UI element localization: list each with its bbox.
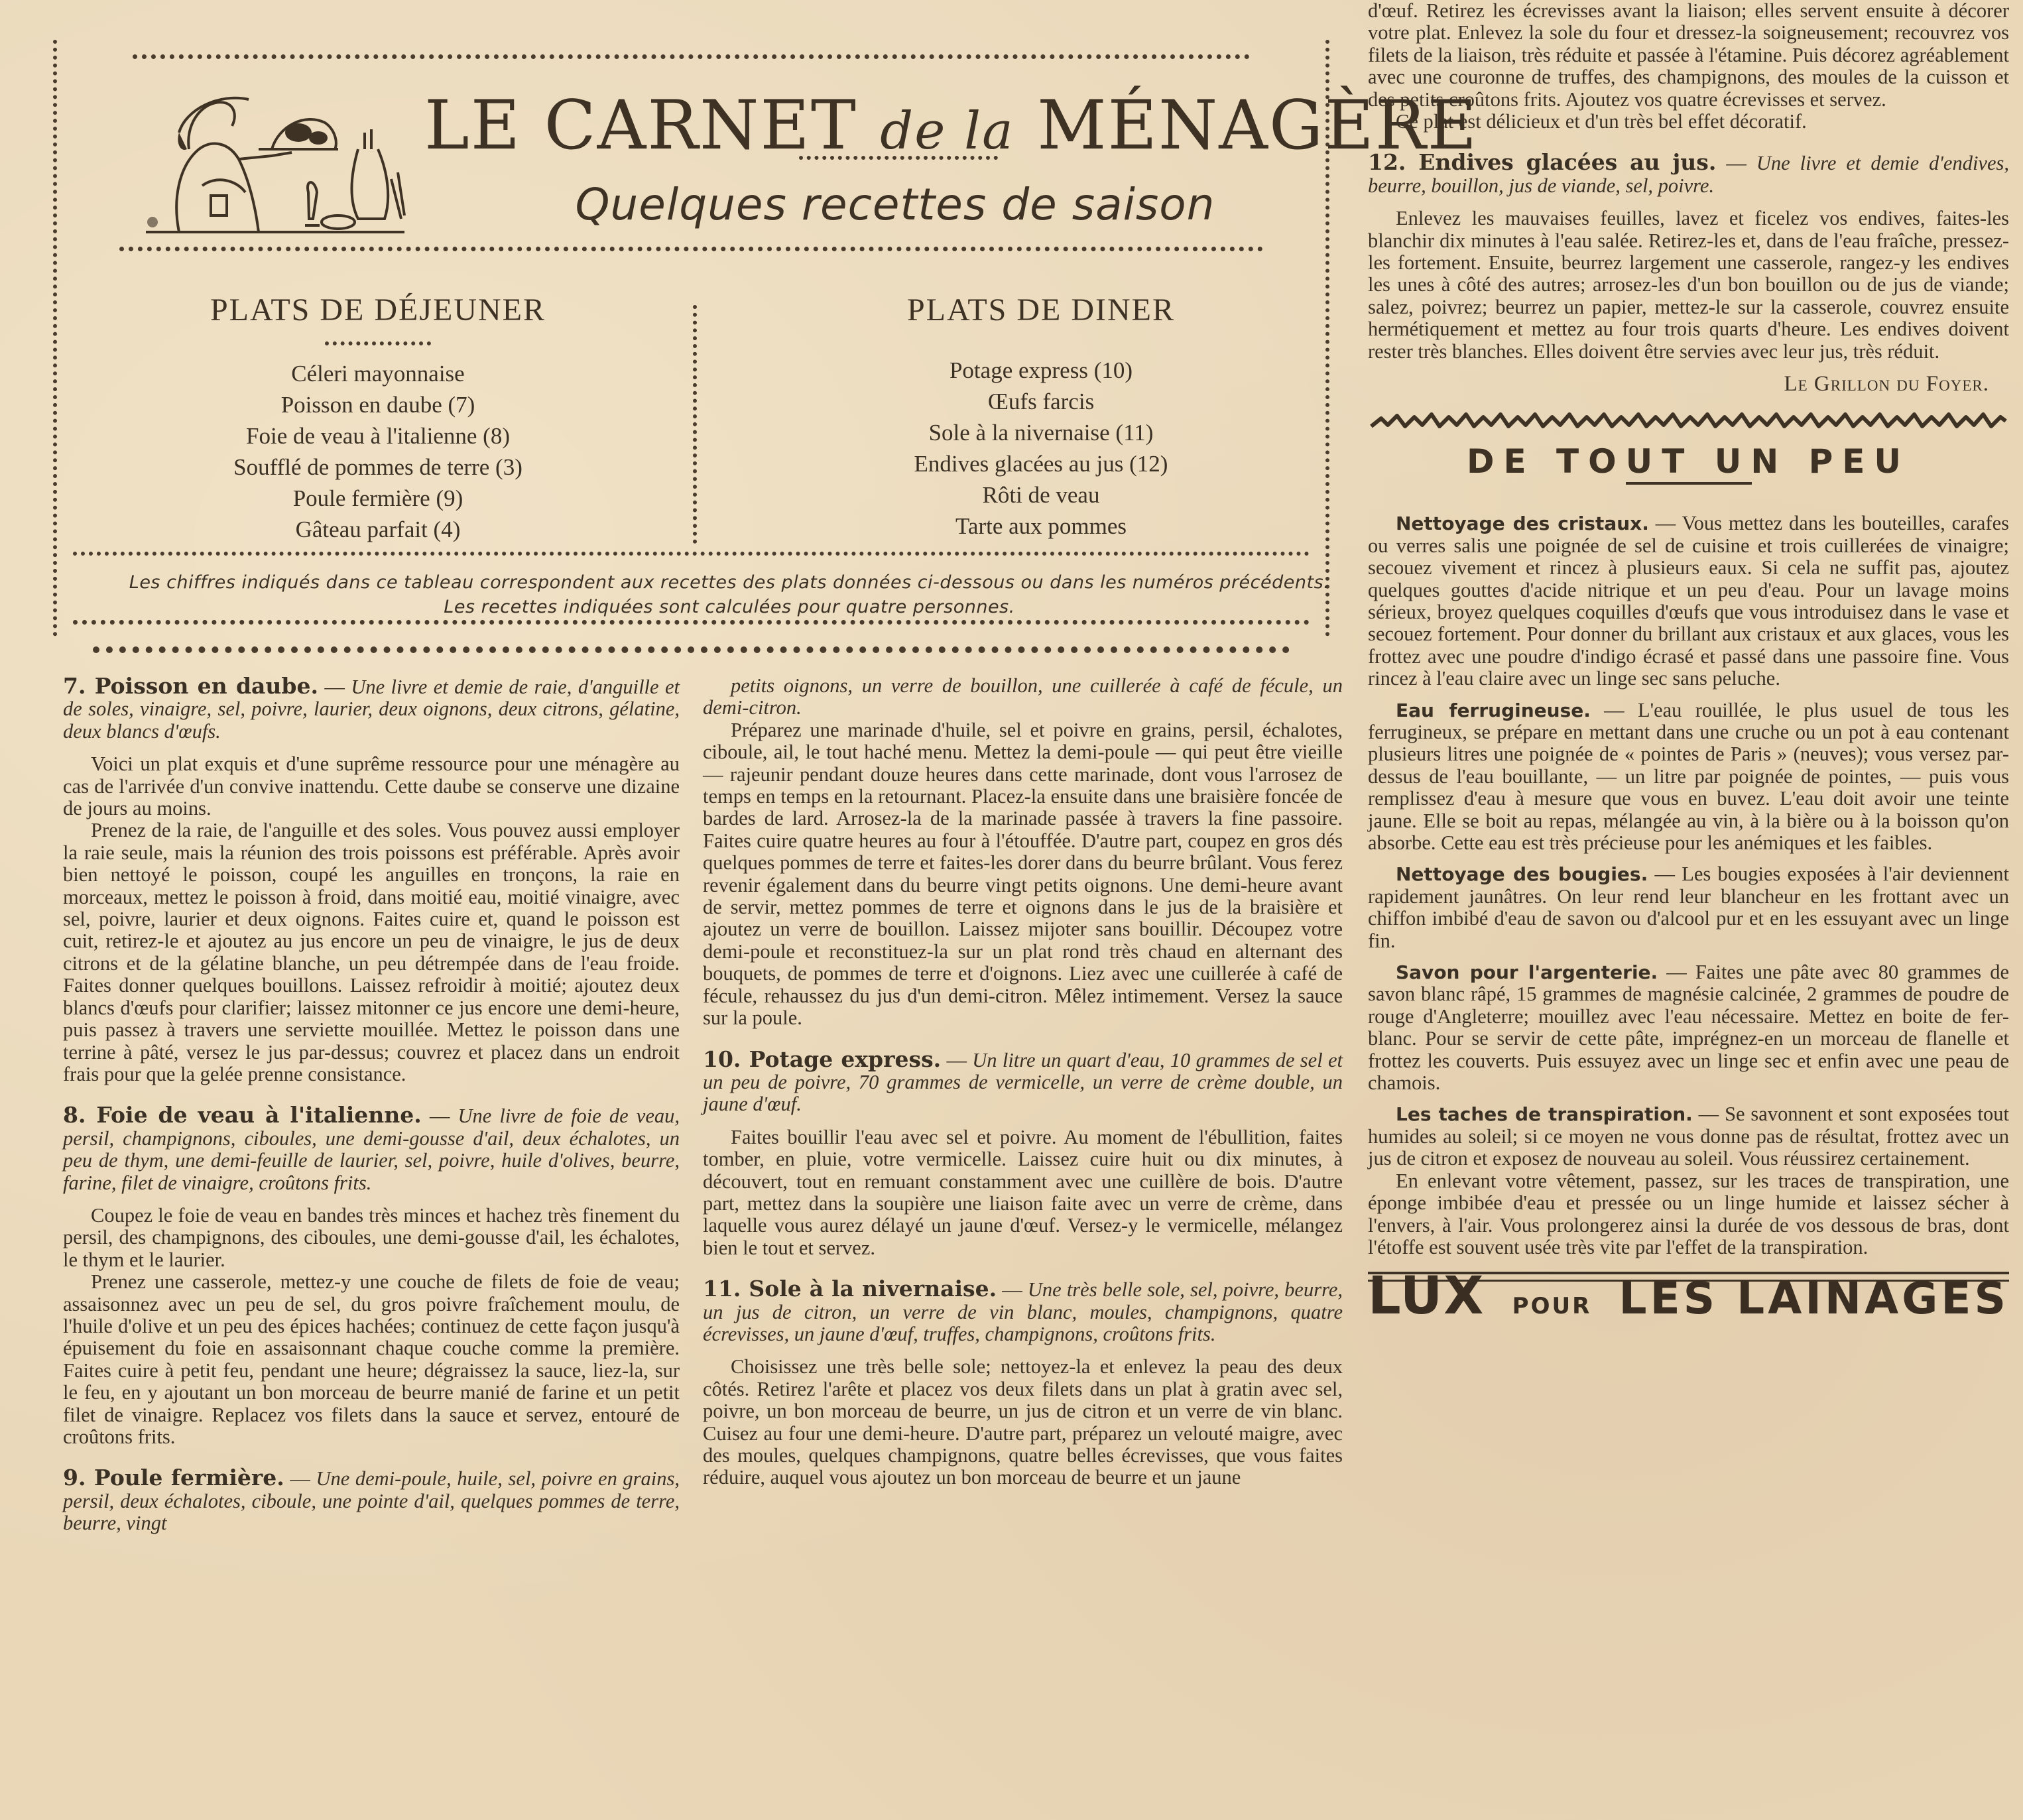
recipe-11 xyxy=(703,1278,1343,1489)
recipe-header xyxy=(63,1104,680,1194)
ad-tagline: LES LAINAGES xyxy=(1619,1273,2009,1325)
page-subtitle: Quelques recettes de saison xyxy=(575,179,1215,230)
dash: — xyxy=(941,1048,973,1071)
wavy-divider-icon xyxy=(1368,408,2009,434)
dash: — xyxy=(997,1278,1028,1302)
tip-text: Vous mettez dans les bouteilles, carafes ou verres salis une poignée de sel de cuisine et trois cuillerées de vinaigre; secouez vivement et rincez à plusieurs eaux. Si cela ne suffit pas, ajoutez quelques gouttes d'acide nitrique et un peu d'eau. Pour un lavage moins sérieux, broyez quelques coquilles d'œufs que vous introduisez dans le vase et secouez fortement. Pour donner du brillant aux cristaux et aux glaces, vous les frottez avec une poudre d'indigo écrasé et passé dans une passoire fine. Vous rincez à l'eau claire avec un linge sec sans peluche. xyxy=(1368,512,2009,690)
recipe-ingredients: petits oignons, un verre de bouillon, une cuillerée à café de fécule, un demi-citron. xyxy=(703,674,1343,719)
recipe-12 xyxy=(1368,151,2009,363)
dotted-border-top xyxy=(133,54,1250,59)
recipe-ingredients: Une livre de foie de veau, persil, champignons, ciboules, une demi-gousse d'ail, deux échalotes, un peu de thym, une demi-feuille de laurier, sel, poivre, huile d'olives, beurre, farine, filet de vinaigre, croûtons frits. xyxy=(63,1105,680,1194)
recipe-paragraph: Prenez de la raie, de l'anguille et des soles. Vous pouvez aussi employer la raie seule, mais la réunion des trois poissons est préférable. Après avoir bien nettoyé le poisson, coupé les anguilles en tronçons, la raie en morceaux, mettez le poisson à froid, dans moitié eau, moitié vinaigre, avec sel, poivre, laurier et deux oignons. Faites cuire et, quand le poisson est cuit, retirez-le et ajoutez au jus encore un peu de vinaigre, le jus de deux citrons et de la gélatine blanche, un peu détrempée dans de l'eau froide. Faites donner quelques bouillons. Laissez refroidir à moitié; ajoutez deux blancs d'œufs pour clarifier; laissez mitonner ce jus encore une demi-heure, puis passez à travers une serviette mouillée. Mettez le poisson dans une terrine à pâté, versez le jus par-dessus; couvrez et placez dans un endroit frais pour que la gelée prenne consistance. xyxy=(63,819,680,1085)
recipe-title: 12. Endives glacées au jus. xyxy=(1368,149,1717,176)
recipe-11-continued xyxy=(1368,0,2009,133)
column-right xyxy=(1368,0,2010,1327)
dotted-divider-note-bottom xyxy=(73,620,1310,625)
recipe-paragraph: Prenez une casserole, mettez-y une couche de filets de foie de veau; assaisonnez avec un peu de sel, du gros poivre fraîchement moulu, de l'huile d'olive et un peu des épices hachées; continuez de cette façon jusqu'à épuisement du foie en assaisonnant chaque couche comme la première. Faites cuire à petit feu, pendant une heure; dégraissez la sauce, liez-la, sur le feu, en y ajoutant un bon morceau de beurre manié de farine et un petit filet de vinaigre. Replacez vos filets dans la sauce et servez, entouré de croûtons frits. xyxy=(63,1270,680,1448)
tip-text: Les bougies exposées à l'air deviennent rapidement jaunâtres. On leur rend leur blancheur en les frottant avec un chiffon imbibé d'eau de savon ou d'alcool pur et en les essuyant avec un linge fin. xyxy=(1368,863,2010,952)
section-rule xyxy=(1626,482,1752,485)
dotted-border-bottom xyxy=(93,646,1290,653)
tip-title: Nettoyage des cristaux. xyxy=(1396,513,1649,535)
recipe-paragraph: Coupez le foie de veau en bandes très minces et hachez très finement du persil, des champignons, des ciboules, une demi-gousse d'ail, les échalotes, le thym et le laurier. xyxy=(63,1203,680,1271)
recipe-title: 10. Potage express. xyxy=(703,1046,942,1072)
recipe-paragraph: Préparez une marinade d'huile, sel et poivre en grains, persil, échalotes, ciboule, ail, le tout haché menu. Mettez la demi-poule — qui peut être vieille — rajeunir pendant douze heures dans cette marinade, dont vous l'arrosez de temps en temps en la retournant. Placez-la ensuite dans une braisière foncée de bardes de lard. Arrosez-la de la marinade passée à travers la fine passoire. Faites cuire quatre heures au four à l'étouffée. D'autre part, coupez en gros dés quelques pommes de terre et faites-les dorer dans du beurre brûlant. Vous ferez revenir également dans du beurre vingt petits oignons. Une demi-heure avant de servir, mettez pommes de terre et oignons dans le jus de la braisière et ajoutez un verre de bouillon. Laissez mijoter sans bouillir. Découpez votre demi-poule et reconstituez-la sur un plat rond très chaud en alternant des bouquets, de pommes de terre et d'oignons. Liez avec une cuillerée à café de fécule, rehaussez du jus d'un demi-citron. Mêlez intimement. Versez la sauce sur la poule. xyxy=(703,718,1343,1030)
tip-transpiration xyxy=(1368,1103,2009,1258)
menu-item: Gâteau parfait (4) xyxy=(295,516,461,542)
dotted-menu-column-divider xyxy=(693,305,697,544)
title-part-2: MÉNAGÈRE xyxy=(1014,86,1479,165)
dotted-border-left xyxy=(53,40,57,637)
tip-argenterie xyxy=(1368,961,2009,1094)
recipe-paragraph: Faites bouillir l'eau avec sel et poivre. Au moment de l'ébullition, faites tomber, en pluie, votre vermicelle. Laissez cuire huit ou dix minutes, à découvert, tout en remuant constamment avec une cuillère de bois. D'autre part, mettez dans la soupière une liaison faite avec un verre de crème, dans laquelle vous aurez délayé un jaune d'œuf. Versez-y le vermicelle, mélangez bien le tout et servez. xyxy=(703,1125,1343,1259)
dash: — xyxy=(421,1105,458,1128)
dash: — xyxy=(1716,152,1756,175)
dash: — xyxy=(1648,863,1682,886)
menu-item: Œufs farcis xyxy=(987,389,1095,414)
recipe-title: 9. Poule fermière. xyxy=(63,1465,284,1491)
menu-item: Tarte aux pommes xyxy=(955,513,1127,539)
recipe-header xyxy=(703,1048,1343,1116)
recipe-ingredients: Une très belle sole, sel, poivre, beurre, un jus de citron, un verre de vin blanc, moules, champignons, quatre écrevisses, un jaune d'œuf, truffes, champignons, croûtons frits. xyxy=(703,1278,1343,1345)
tip-eau-ferrugineuse xyxy=(1368,699,2009,855)
recipe-9-continued xyxy=(703,675,1343,1030)
section-title: DE TOUT UN PEU xyxy=(1466,442,1911,481)
recipe-header xyxy=(1368,151,2009,197)
menu-item: Poule fermière (9) xyxy=(292,485,463,511)
ad-pour: POUR xyxy=(1512,1293,1592,1320)
recipe-header xyxy=(63,675,680,743)
tip-paragraph: En enlevant votre vêtement, passez, sur les traces de transpiration, une éponge imbibée d'eau et pressée ou un linge humide et laissez sécher à l'envers, à l'air. Vous prolongerez ainsi la durée de vos dessous de bras, dont l'étoffe est souvent usée très vite par l'effet de la transpiration. xyxy=(1368,1169,2009,1258)
menu-item: Endives glacées au jus (12) xyxy=(914,451,1168,477)
tip-paragraph xyxy=(1368,1103,2009,1170)
tip-text: Faites une pâte avec 80 grammes de savon blanc râpé, 15 grammes de magnésie calcinée, 2 grammes de poudre de rouge d'Angleterre; mouillez avec l'eau nécessaire. Mettez en boite de fer-blanc. Pour se servir de cette pâte, imprégnez-en un morceau de flanelle et frottez les couverts. Puis essuyez avec un linge sec et enfin avec une peau de chamois. xyxy=(1368,961,2009,1095)
menu-item: Soufflé de pommes de terre (3) xyxy=(233,454,522,480)
tip-text: Se savonnent et sont exposées tout humides au soleil; si ce moyen ne vous donne pas de résultat, frottez avec un jus de citron et exposez de nouveau au soleil. Vous réussirez certainement. xyxy=(1368,1103,2010,1170)
menu-note: Les chiffres indiqués dans ce tableau correspondent aux recettes des plats données ci-dessous ou dans les numéros précédents. Les recettes indiquées sont calculées pour quatre personnes. xyxy=(129,572,1330,617)
ad-brand: LUX xyxy=(1368,1266,1485,1327)
recipe-paragraph: d'œuf. Retirez les écrevisses avant la liaison; elles servent ensuite à décorer votre plat. Enlevez la sole du four et dressez-la soigneusement; recouvrez vos filets de la liaison, très réduite et passée à l'étamine. Puis décorez agréablement avec une couronne de truffes, des champignons, des moules de la cuisson et des petits croûtons frits. Ajoutez vos quatre écrevisses et servez. xyxy=(1368,0,2009,111)
menu-item: Potage express (10) xyxy=(949,357,1133,383)
recipe-9 xyxy=(63,1467,680,1534)
dotted-heading-underline xyxy=(325,341,431,345)
dash: — xyxy=(1692,1103,1725,1126)
recipe-title: 11. Sole à la nivernaise. xyxy=(703,1276,997,1302)
page-title xyxy=(424,86,1479,165)
tip-text: L'eau rouillée, le plus usuel de tous les ferrugineux, se prépare en mettant dans une cruche ou un pot à eau contenant plusieurs litres une poignée de « pointes de Paris » (neuves); vous versez par-dessus de l'eau bouillante, — un litre par poignée de pointes, — puis vous remplissez d'eau à mesure que vous en buvez. L'eau doit avoir une teinte jaune. Elle se boit au repas, mélangée au vin, à la bière ou à la boisson qu'on absorbe. Cette eau est très précieuse pour les anémiques et les faibles. xyxy=(1368,698,2010,854)
recipe-header xyxy=(703,1278,1343,1345)
menu-heading-diner: PLATS DE DINER xyxy=(906,292,1175,328)
recipe-8 xyxy=(63,1104,680,1448)
column-left xyxy=(63,675,680,1546)
recipe-title: 8. Foie de veau à l'italienne. xyxy=(63,1102,422,1128)
recipe-paragraph: Voici un plat exquis et d'une suprême ressource pour une ménagère au cas de l'arrivée d'un convive inattendu. Cette daube se conserve une dizaine de jours au moins. xyxy=(63,753,680,820)
tip-title: Savon pour l'argenterie. xyxy=(1396,961,1658,984)
tip-title: Nettoyage des bougies. xyxy=(1396,863,1648,886)
carnet-header-box xyxy=(40,13,1479,663)
recipe-paragraph: Ce plat est délicieux et d'un très bel effet décoratif. xyxy=(1396,110,1807,133)
recipe-10 xyxy=(703,1048,1343,1260)
tip-bougies xyxy=(1368,863,2009,952)
tip-cristaux xyxy=(1368,513,2009,690)
recipe-ingredients: Un litre un quart d'eau, 10 grammes de sel et un peu de poivre, 70 grammes de vermicelle, un verre de crème double, un jaune d'œuf. xyxy=(703,1048,1343,1116)
menu-item: Sole à la nivernaise (11) xyxy=(928,420,1154,446)
recipe-ingredients: Une demi-poule, huile, sel, poivre en grains, persil, deux échalotes, ciboule, une pointe d'ail, quelques pommes de terre, beurre, vingt xyxy=(63,1467,680,1535)
menu-dejeuner xyxy=(80,292,676,545)
title-part-1: LE CARNET xyxy=(424,86,881,165)
dash: — xyxy=(1590,698,1638,721)
dotted-divider-note-top xyxy=(73,552,1310,556)
tip-title: Eau ferrugineuse. xyxy=(1396,699,1591,721)
recipe-ingredients: Une livre et demie d'endives, beurre, bouillon, jus de viande, sel, poivre. xyxy=(1368,152,2010,197)
author-signature: Le Grillon du Foyer. xyxy=(1784,372,1989,396)
dash: — xyxy=(318,676,351,698)
dash: — xyxy=(1648,512,1682,535)
column-middle xyxy=(703,675,1343,1489)
tip-paragraph xyxy=(1368,863,2009,952)
recipe-7 xyxy=(63,675,680,1085)
menu-item: Céleri mayonnaise xyxy=(291,361,465,387)
recipe-paragraph: Choisissez une très belle sole; nettoyez-la et enlevez la peau des deux côtés. Retirez l'arête et placez vos deux filets dans un plat à gratin avec sel, poivre, un bon morceau de beurre, un jus de citron et un verre de vin blanc. Cuisez au four une demi-heure. D'autre part, préparez un velouté maigre, avec des moules, quelques champignons, quatre belles écrevisses, que vous faites réduire, auquel vous ajoutez un bon morceau de beurre et un jaune xyxy=(703,1355,1343,1489)
recipe-title: 7. Poisson en daube. xyxy=(63,673,318,699)
dotted-divider-title xyxy=(119,247,1263,251)
recipe-header xyxy=(63,1467,680,1534)
recipe-paragraph: Enlevez les mauvaises feuilles, lavez et ficelez vos endives, faites-les blanchir dix minutes à l'eau salée. Retirez-les et, dans de l'eau fraîche, pressez-les fortement. Ensuite, beurrez largement une casserole, rangez-y les endives les unes à côté des autres; arrosez-les d'un bon bouillon ou de jus de viande; salez, poivrez; beurrez un papier, mettez-le sur la casserole, couvrez ensuite hermétiquement et mettez au four trois quarts d'heure. Les endives doivent rester très blanches. Elles doivent être servies avec leur jus, très réduit. xyxy=(1368,207,2009,363)
tip-title: Les taches de transpiration. xyxy=(1396,1103,1693,1126)
title-part-small: de la xyxy=(880,101,1014,161)
tip-paragraph xyxy=(1368,961,2009,1094)
dash: — xyxy=(1658,961,1695,984)
cook-illustration-icon xyxy=(139,86,418,239)
menu-heading-dejeuner: PLATS DE DÉJEUNER xyxy=(210,292,546,328)
tip-paragraph xyxy=(1368,513,2009,690)
dash: — xyxy=(284,1467,316,1490)
menu-item: Rôti de veau xyxy=(982,482,1100,508)
recipe-ingredients: Une livre et demie de raie, d'anguille et de soles, vinaigre, sel, poivre, laurier, deux oignons, deux citrons, gélatine, deux blancs d'œufs. xyxy=(63,676,680,743)
menu-diner xyxy=(743,292,1339,542)
menu-item: Foie de veau à l'italienne (8) xyxy=(246,423,510,449)
menu-item: Poisson en daube (7) xyxy=(280,392,475,418)
tip-paragraph xyxy=(1368,699,2009,855)
lux-advertisement xyxy=(1368,1266,2009,1327)
